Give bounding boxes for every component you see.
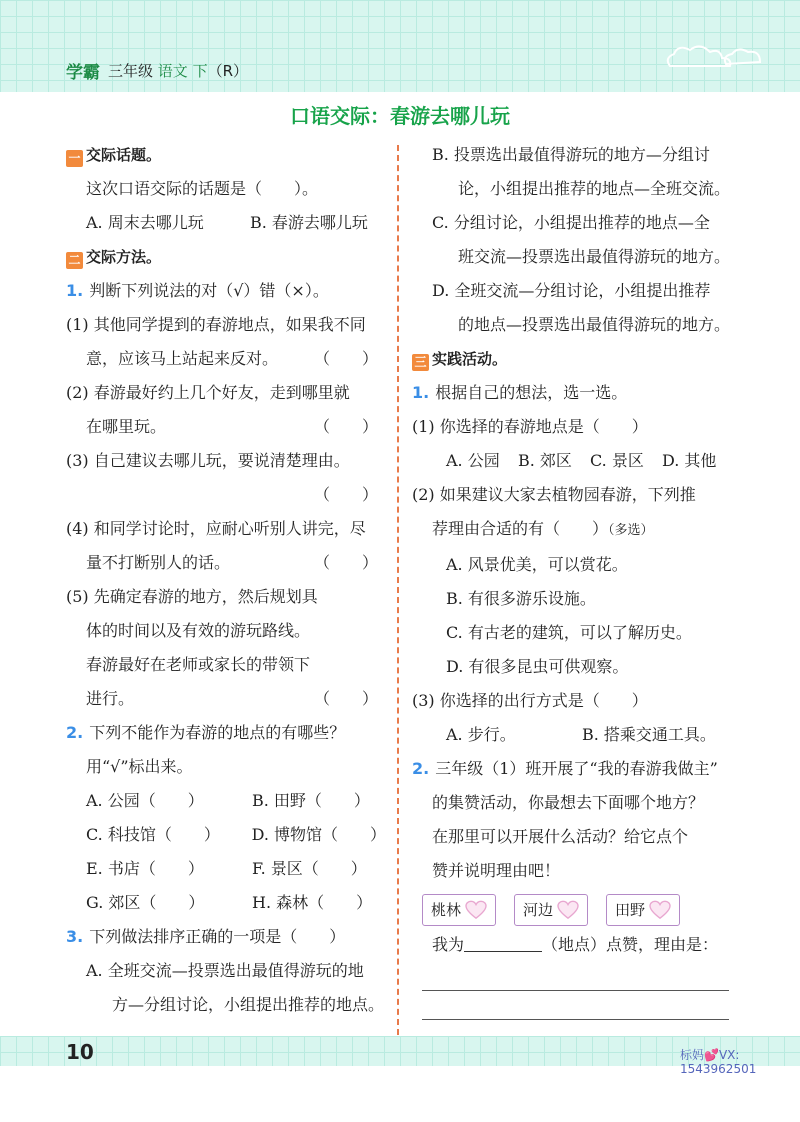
p1-item-2a: (2) 如果建议大家去植物园春游，下列推 <box>412 485 696 504</box>
section-label: 交际方法。 <box>86 248 162 266</box>
q3-option-a2: 方—分组讨论，小组提出推荐的地点。 <box>112 995 385 1014</box>
place-card-hebian[interactable] <box>514 894 588 926</box>
q3-option-a1: A. 全班交流—投票选出最值得游玩的地 <box>86 961 364 980</box>
option-a: A. 周末去哪儿玩 <box>86 213 204 232</box>
q2-options-row <box>66 818 386 852</box>
q3-option-b2: 论，小组提出推荐的地点—全班交流。 <box>458 179 731 198</box>
multi-select-note: （多选） <box>608 523 654 538</box>
q1-item-5b: 体的时间以及有效的游玩路线。 <box>86 621 311 640</box>
q3-option-c1: C. 分组讨论，小组提出推荐的地点—全 <box>432 213 710 232</box>
q2-options-row <box>66 784 386 818</box>
page-title: 口语交际：春游去哪儿玩 <box>290 104 510 128</box>
heart-icon <box>557 900 579 920</box>
watermark <box>680 1048 756 1076</box>
left-column <box>66 138 386 1022</box>
p1-item-2-option: D. 有很多昆虫可供观察。 <box>446 657 629 676</box>
question-text: 下列不能作为春游的地点的有哪些？ <box>89 723 346 742</box>
subject-label: 语文 下 <box>157 62 208 80</box>
item-text: 在哪里玩。 <box>86 417 167 436</box>
q3-option-d1: D. 全班交流—分组讨论，小组提出推荐 <box>432 281 711 300</box>
answer-paren: （ ） <box>313 349 378 368</box>
item-text: 意，应该马上站起来反对。 <box>86 349 279 368</box>
option: E. 书店（ ） <box>86 859 204 878</box>
place-blank[interactable] <box>464 933 542 952</box>
q1-item-1a: (1) 其他同学提到的春游地点，如果我不同 <box>66 315 366 334</box>
q2-options-row <box>66 852 386 886</box>
place-label: 河边 <box>523 901 554 919</box>
section-number: 三 <box>412 354 429 371</box>
answer-paren: （ ） <box>313 417 378 436</box>
question-number: 1. <box>66 281 84 300</box>
option: B. 郊区 <box>518 451 572 470</box>
heart-icon <box>465 900 487 920</box>
section-3-heading <box>412 342 737 376</box>
p2-stem <box>412 752 737 786</box>
p1-item-1-options <box>412 444 737 478</box>
q1-item-2a: (2) 春游最好约上几个好友，走到哪里就 <box>66 383 350 402</box>
q1-item-1b <box>66 342 386 376</box>
option: A. 公园 <box>446 451 500 470</box>
q2-stem <box>66 716 386 750</box>
question-number: 1. <box>412 383 430 402</box>
q1-item-5c: 春游最好在老师或家长的带领下 <box>86 655 311 674</box>
p2-stem-4: 赞并说明理由吧！ <box>432 861 561 880</box>
q1-item-4b <box>66 546 386 580</box>
q1-item-3b <box>66 478 386 512</box>
option: G. 郊区（ ） <box>86 893 205 912</box>
option: D. 博物馆（ ） <box>251 825 386 844</box>
p1-item-2b <box>412 512 737 548</box>
answer-line[interactable] <box>422 962 729 991</box>
option-b: B. 春游去哪儿玩 <box>250 213 368 232</box>
q1-item-5a: (5) 先确定春游的地方，然后规划具 <box>66 587 318 606</box>
page-number: 10 <box>66 1040 94 1064</box>
q2-stem-2: 用“√”标出来。 <box>86 757 193 776</box>
edition-label: （R） <box>207 62 249 80</box>
q1-item-5d <box>66 682 386 716</box>
q1-item-3a: (3) 自己建议去哪儿玩，要说清楚理由。 <box>66 451 350 470</box>
question-text: 三年级（1）班开展了“我的春游我做主” <box>435 759 718 778</box>
option: A. 步行。 <box>446 725 516 744</box>
place-card-taolin[interactable] <box>422 894 496 926</box>
option: B. 搭乘交通工具。 <box>582 725 716 744</box>
question-number: 2. <box>412 759 430 778</box>
section-number: 二 <box>66 252 83 269</box>
vote-prefix: 我为 <box>432 935 465 954</box>
place-label: 田野 <box>615 901 646 919</box>
p1-item-2-option: C. 有古老的建筑，可以了解历史。 <box>446 623 692 642</box>
q3-option-d2: 的地点—投票选出最值得游玩的地方。 <box>458 315 731 334</box>
option: C. 景区 <box>590 451 644 470</box>
answer-paren: （ ） <box>313 553 378 572</box>
place-label: 桃林 <box>431 901 462 919</box>
place-card-tianye[interactable] <box>606 894 680 926</box>
q3-stem <box>66 920 386 954</box>
section-label: 实践活动。 <box>432 350 508 368</box>
option: A. 公园（ ） <box>86 791 204 810</box>
watermark-line-2: 1543962501 <box>680 1062 757 1076</box>
p2-stem-3: 在那里可以开展什么活动？给它点个 <box>432 827 689 846</box>
p2-stem-2: 的集赞活动，你最想去下面哪个地方？ <box>432 793 705 812</box>
section-2-heading <box>66 240 386 274</box>
option: H. 森林（ ） <box>252 893 373 912</box>
series-logo: 学霸 <box>66 63 100 83</box>
p1-item-3-options <box>412 718 737 752</box>
answer-line[interactable] <box>422 991 729 1020</box>
question-number: 2. <box>66 723 84 742</box>
option: B. 田野（ ） <box>252 791 370 810</box>
watermark-line-1: 标妈💕VX: <box>680 1048 740 1062</box>
s1-question: 这次口语交际的话题是（ ）。 <box>86 179 319 198</box>
book-info <box>108 60 248 81</box>
question-text: 下列做法排序正确的一项是（ ） <box>89 927 346 946</box>
p1-item-3: (3) 你选择的出行方式是（ ） <box>412 691 648 710</box>
vote-sentence <box>412 928 737 962</box>
option: F. 景区（ ） <box>252 859 367 878</box>
column-divider <box>397 145 399 1035</box>
q3-option-b1: B. 投票选出最值得游玩的地方—分组讨 <box>432 145 710 164</box>
section-1-heading <box>66 138 386 172</box>
q2-options-row <box>66 886 386 920</box>
item-text: 进行。 <box>86 689 135 708</box>
q1-stem <box>66 274 386 308</box>
item-text: 量不打断别人的话。 <box>86 553 231 572</box>
vote-suffix: （地点）点赞，理由是： <box>542 935 719 954</box>
right-column <box>412 138 737 1020</box>
grade-label: 三年级 <box>108 62 154 80</box>
q1-item-2b <box>66 410 386 444</box>
p1-item-2-option: A. 风景优美，可以赏花。 <box>446 555 628 574</box>
q1-item-4a: (4) 和同学讨论时，应耐心听别人讲完，尽 <box>66 519 366 538</box>
p1-item-2-option: B. 有很多游乐设施。 <box>446 589 596 608</box>
answer-paren: （ ） <box>313 485 378 504</box>
section-number: 一 <box>66 150 83 167</box>
s1-options <box>66 206 386 240</box>
option: D. 其他 <box>662 451 717 470</box>
section-label: 交际话题。 <box>86 146 162 164</box>
q3-option-c2: 班交流—投票选出最值得游玩的地方。 <box>458 247 731 266</box>
question-number: 3. <box>66 927 84 946</box>
answer-paren: （ ） <box>313 689 378 708</box>
option: C. 科技馆（ ） <box>86 825 220 844</box>
p1-stem <box>412 376 737 410</box>
place-choices <box>422 894 737 926</box>
p1-item-1: (1) 你选择的春游地点是（ ） <box>412 417 648 436</box>
question-text: 判断下列说法的对（√）错（×）。 <box>89 281 329 300</box>
item-text: 荐理由合适的有（ ） <box>432 519 609 538</box>
question-text: 根据自己的想法，选一选。 <box>435 383 628 402</box>
heart-icon <box>649 900 671 920</box>
cloud-icon <box>660 40 770 72</box>
